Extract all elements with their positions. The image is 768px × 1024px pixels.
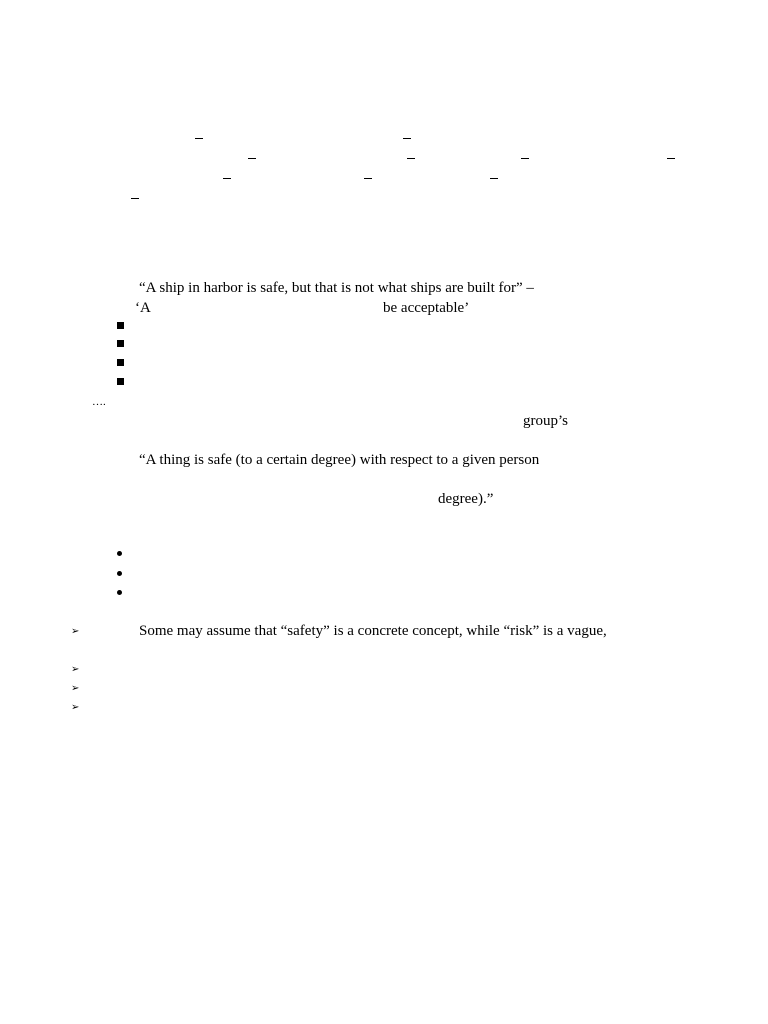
dash-mark xyxy=(364,178,372,179)
square-bullet-icon xyxy=(117,378,124,385)
dash-mark xyxy=(248,158,256,159)
quote-ship: “A ship in harbor is safe, but that is not what ships are built for” – xyxy=(139,280,534,296)
quote-a-end: be acceptable’ xyxy=(383,300,470,316)
groups-text: group’s xyxy=(523,413,568,429)
ellipsis: …. xyxy=(92,396,106,408)
arrow-bullet-icon: ➢ xyxy=(71,702,80,713)
square-bullet-icon xyxy=(117,340,124,347)
arrow-bullet-icon: ➢ xyxy=(71,626,80,637)
dash-mark xyxy=(223,178,231,179)
dash-mark xyxy=(195,138,203,139)
assumption-text: Some may assume that “safety” is a concrete concept, while “risk” is a vague, xyxy=(139,623,607,639)
arrow-bullet-icon: ➢ xyxy=(71,683,80,694)
dash-mark xyxy=(407,158,415,159)
dash-mark xyxy=(667,158,675,159)
round-bullet-icon xyxy=(117,590,122,595)
definition-end: degree).” xyxy=(438,491,494,507)
dash-mark xyxy=(403,138,411,139)
dash-mark xyxy=(131,198,139,199)
round-bullet-icon xyxy=(117,551,122,556)
definition-start: “A thing is safe (to a certain degree) with respect to a given person xyxy=(139,452,540,468)
square-bullet-icon xyxy=(117,359,124,366)
round-bullet-icon xyxy=(117,571,122,576)
quote-a: ‘A xyxy=(135,300,151,316)
dash-mark xyxy=(521,158,529,159)
arrow-bullet-icon: ➢ xyxy=(71,664,80,675)
square-bullet-icon xyxy=(117,322,124,329)
dash-mark xyxy=(490,178,498,179)
